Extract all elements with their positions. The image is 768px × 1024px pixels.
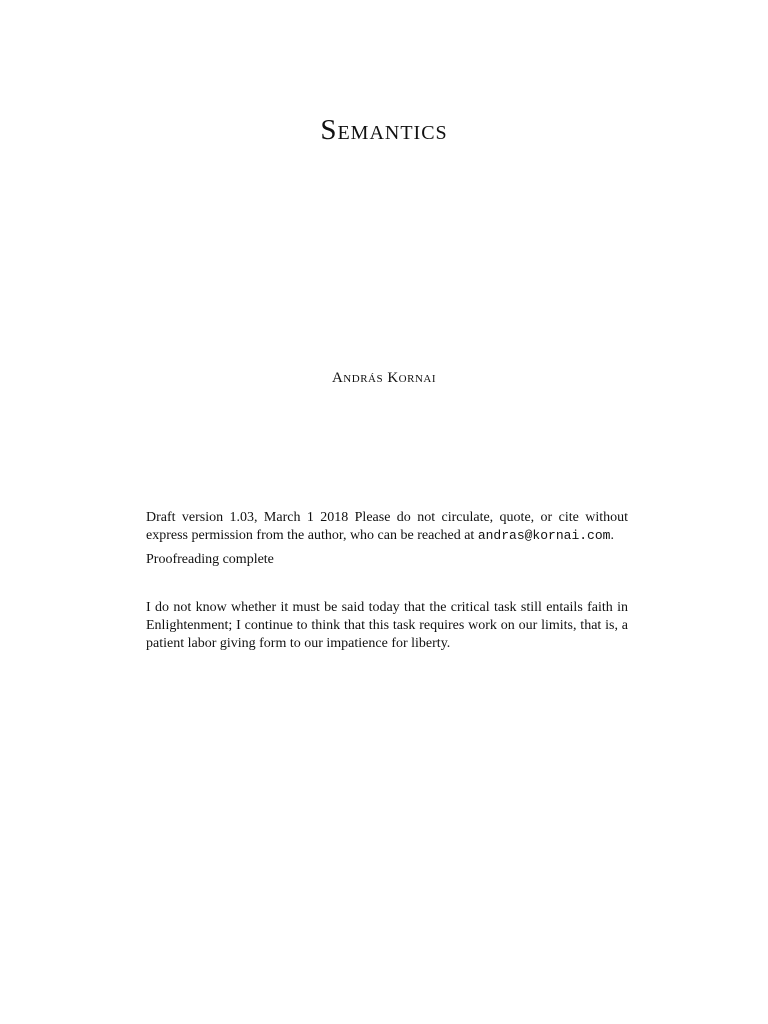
proofreading-status: Proofreading complete — [146, 552, 274, 567]
page-title: Semantics — [320, 114, 448, 146]
draft-notice-suffix: . — [610, 528, 614, 543]
draft-notice-text: Draft version 1.03, March 1 2018 Please do not circulate, quote, or cite without express permission from the author, who can be reached at — [146, 510, 628, 543]
author-email: andras@kornai.com — [477, 528, 611, 543]
author-name: András Kornai — [331, 370, 437, 386]
epigraph: I do not know whether it must be said today that the critical task still entails faith in Enlightenment; I continue to think that this task requires work on our limits, that is, a patient labor giving form to our impatience for liberty. — [146, 600, 628, 651]
draft-notice — [146, 509, 628, 545]
